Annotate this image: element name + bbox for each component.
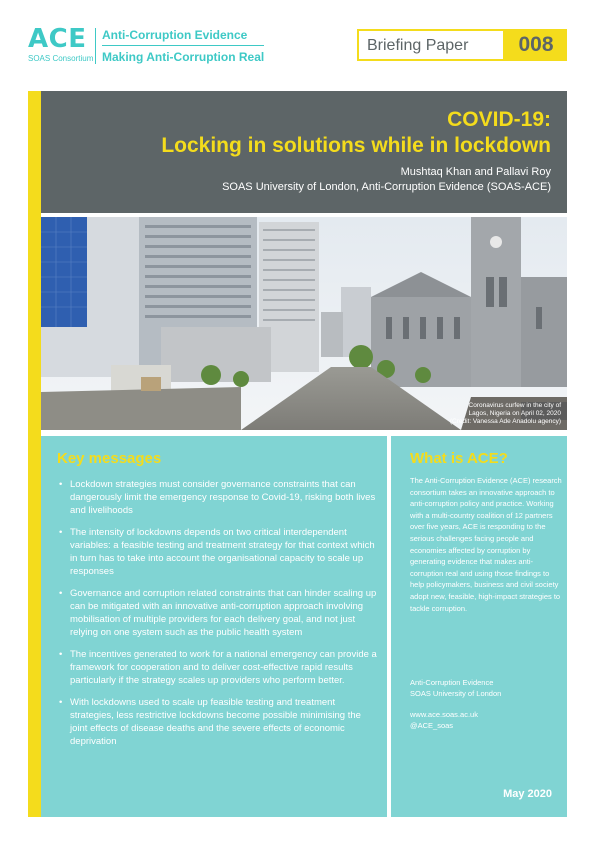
tagline-primary: Anti-Corruption Evidence: [102, 28, 248, 42]
tagline-secondary: Making Anti-Corruption Real: [102, 50, 265, 64]
about-body: The Anti-Corruption Evidence (ACE) research consortium takes an innovative approach to anti-corruption policy and practice. Working with a multi-country coalition of 12 partners over five years, ACE is responding to the serious challenges facing people and economies affected by corruption by generating evidence that makes anti-corruption real and using those findings to help policymakers, business and civil society adopt new, feasible, high-impact strategies to tackle corruption.: [410, 476, 562, 613]
key-messages-panel: [41, 436, 387, 817]
page-title-line-2: Locking in solutions while in lockdown: [161, 134, 551, 157]
list-item: • Lockdown strategies must consider governance constraints that can dangerously limit the emergency response to Covid-19, risking both lives and livelihoods: [59, 478, 377, 517]
title-banner: [41, 91, 567, 213]
tagline-rule: [102, 45, 264, 46]
cover-photo: [41, 217, 567, 430]
twitter-link[interactable]: @ACE_soas: [410, 721, 454, 730]
photo-caption: [450, 402, 561, 426]
page-title-line-1: COVID-19:: [447, 108, 551, 131]
logo-subtitle: SOAS Consortium: [28, 54, 94, 63]
key-messages-list: [59, 478, 377, 757]
about-heading: What is ACE?: [410, 450, 508, 467]
doc-number: 008: [505, 29, 567, 61]
about-ace-panel: [391, 436, 567, 817]
list-item: • With lockdowns used to scale up feasible testing and treatment strategies, less restrictive lockdowns become possible minimising the joint effects of disease deaths and the severe effects of economic deprivation: [59, 696, 377, 748]
affiliation: SOAS University of London, Anti-Corruption Evidence (SOAS-ACE): [222, 181, 551, 193]
doc-type-label: Briefing Paper: [367, 37, 469, 54]
doc-type-box: [357, 29, 505, 61]
list-item: • The intensity of lockdowns depends on two critical interdependent variables: a feasible testing and treatment strategy for that context which in turn has to take into account the organisational capacity to scale up responses: [59, 526, 377, 578]
caption-line-3: (Credit: Vanessa Ade Anadolu agency): [449, 418, 561, 425]
key-messages-heading: Key messages: [57, 450, 162, 467]
website-link[interactable]: www.ace.soas.ac.uk: [410, 710, 478, 719]
accent-bar: [28, 91, 41, 817]
list-item: • The incentives generated to work for a national emergency can provide a framework for cooperation and to deliver cost-effective rapid results particularly if the strategy scales up providers who perform better.: [59, 648, 377, 687]
lagos-street-illustration: [41, 217, 567, 430]
logo-text: ACE: [28, 24, 87, 54]
logo-divider: [95, 28, 96, 64]
authors: Mushtaq Khan and Pallavi Roy: [400, 166, 551, 178]
org-name: Anti-Corruption Evidence: [410, 678, 494, 687]
caption-line-1: Coronavirus curfew in the city of: [468, 402, 561, 409]
caption-line-2: Lagos, Nigeria on April 02, 2020: [468, 410, 561, 417]
list-item: • Governance and corruption related constraints that can hinder scaling up can be mitigated with an innovative anti-corruption approach involving mobilisation of multiple providers for each delivery goal, and not just relying on one system such as the public health system: [59, 587, 377, 639]
publication-date: May 2020: [503, 788, 552, 800]
org-university: SOAS University of London: [410, 689, 502, 698]
